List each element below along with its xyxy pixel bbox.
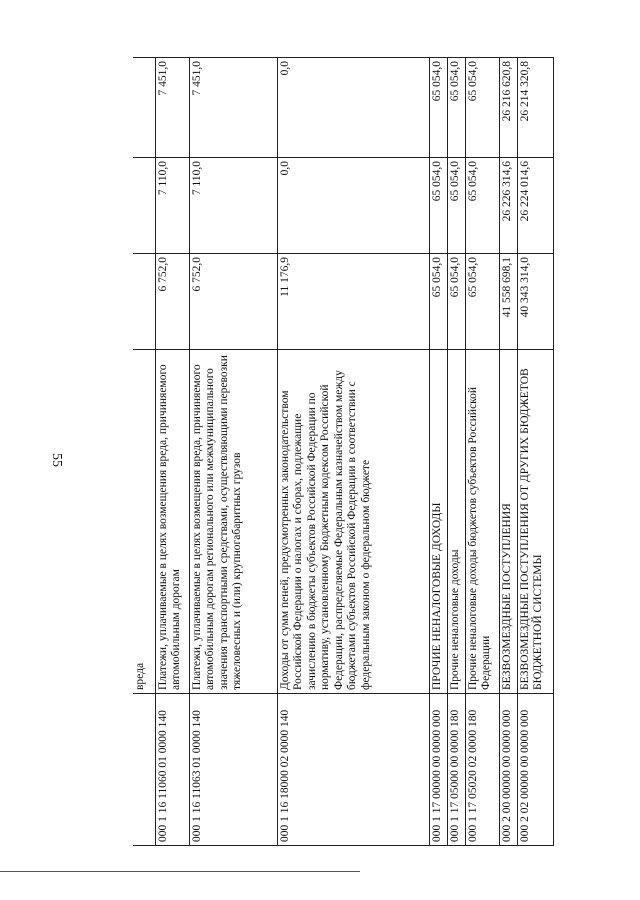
- code-cell: 000 1 16 11063 01 0000 140: [189, 694, 277, 846]
- code-cell: 000 1 17 00000 00 0000 000: [429, 694, 447, 846]
- code-cell: 000 1 17 05020 02 0000 180: [465, 694, 499, 846]
- page-number: 55: [49, 453, 64, 467]
- value-cell-2: 65 054,0: [429, 158, 447, 254]
- table-row: [499, 58, 517, 846]
- value-cell-1: 41 558 698,1: [499, 254, 517, 350]
- code-cell: 000 1 16 11060 01 0000 140: [155, 694, 189, 846]
- value-cell-2: 7 110,0: [189, 158, 277, 254]
- value-cell-1: [133, 254, 155, 350]
- code-cell: 000 1 16 18000 02 0000 140: [277, 694, 429, 846]
- code-cell: [133, 694, 155, 846]
- value-cell-3: 0,0: [277, 58, 429, 158]
- code-cell: 000 1 17 05000 00 0000 180: [447, 694, 465, 846]
- value-cell-3: 65 054,0: [429, 58, 447, 158]
- value-cell-2: 7 110,0: [155, 158, 189, 254]
- name-cell: Прочие неналоговые доходы: [447, 350, 465, 694]
- value-cell-3: [133, 58, 155, 158]
- table-row: [155, 58, 189, 846]
- code-cell: 000 2 02 00000 00 0000 000: [517, 694, 553, 846]
- value-cell-3: 65 054,0: [447, 58, 465, 158]
- value-cell-2: 65 054,0: [465, 158, 499, 254]
- name-cell: БЕЗВОЗМЕЗДНЫЕ ПОСТУПЛЕНИЯ: [499, 350, 517, 694]
- value-cell-2: 26 226 314,6: [499, 158, 517, 254]
- value-cell-1: 40 343 314,0: [517, 254, 553, 350]
- budget-revenue-table: [133, 57, 554, 846]
- table-row: [189, 58, 277, 846]
- value-cell-3: 26 216 620,8: [499, 58, 517, 158]
- table-row: [465, 58, 499, 846]
- value-cell-2: [133, 158, 155, 254]
- value-cell-1: 65 054,0: [447, 254, 465, 350]
- value-cell-2: 65 054,0: [447, 158, 465, 254]
- name-cell: Платежи, уплачиваемые в целях возмещения вреда, причиняемого автомобильным дорогам: [155, 350, 189, 694]
- name-cell: ПРОЧИЕ НЕНАЛОГОВЫЕ ДОХОДЫ: [429, 350, 447, 694]
- name-cell: вреда: [133, 350, 155, 694]
- value-cell-1: 65 054,0: [465, 254, 499, 350]
- name-cell: Платежи, уплачиваемые в целях возмещения вреда, причиняемого автомобильным дорогам регионального или межмуниципального значения транспортными средствами, осуществляющими перевозки тяжеловесных и (или) крупногабаритных грузов: [189, 350, 277, 694]
- value-cell-1: 6 752,0: [155, 254, 189, 350]
- value-cell-3: 26 214 320,8: [517, 58, 553, 158]
- name-cell: БЕЗВОЗМЕЗДНЫЕ ПОСТУПЛЕНИЯ ОТ ДРУГИХ БЮДЖЕТОВ БЮДЖЕТНОЙ СИСТЕМЫ: [517, 350, 553, 694]
- table-row: [429, 58, 447, 846]
- table-row: [447, 58, 465, 846]
- table-container: [133, 58, 553, 846]
- value-cell-3: 7 451,0: [189, 58, 277, 158]
- table-row: [517, 58, 553, 846]
- value-cell-1: 11 176,9: [277, 254, 429, 350]
- value-cell-3: 7 451,0: [155, 58, 189, 158]
- table-row: [133, 58, 155, 846]
- value-cell-2: 26 224 014,6: [517, 158, 553, 254]
- code-cell: 000 2 00 00000 00 0000 000: [499, 694, 517, 846]
- name-cell: Прочие неналоговые доходы бюджетов субъектов Российской Федерации: [465, 350, 499, 694]
- rotated-table-wrapper: [133, 58, 553, 846]
- footer-rule: [0, 871, 360, 872]
- value-cell-3: 65 054,0: [465, 58, 499, 158]
- table-row: [277, 58, 429, 846]
- value-cell-2: 0,0: [277, 158, 429, 254]
- name-cell: Доходы от сумм пеней, предусмотренных законодательством Российской Федерации о налогах и сборах, подлежащие зачислению в бюджеты субъектов Российской Федерации по нормативу, установленному Бюджетным кодексом Российской Федерации, распределяемые Федеральным казначейством между бюджетами субъектов Российской Федерации в соответствии с федеральным законом о федеральном бюджете: [277, 350, 429, 694]
- value-cell-1: 65 054,0: [429, 254, 447, 350]
- value-cell-1: 6 752,0: [189, 254, 277, 350]
